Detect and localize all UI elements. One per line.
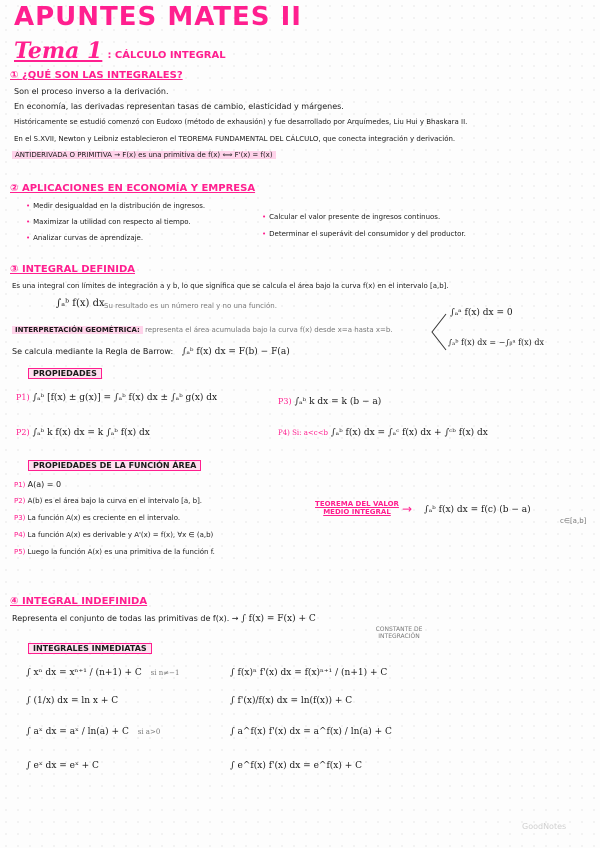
area-p1-tag: P1) [14, 481, 26, 489]
prop-p4 [278, 428, 488, 438]
s2-right-1-text: Calcular el valor presente de ingresos continuos. [269, 213, 441, 221]
s1-line-3: Históricamente se estudió comenzó con Eudoxo (método de exhausión) y fue desarrollado por Arquímedes, Liu Hui y Bhaskara II. [14, 118, 468, 126]
inmediatas-label: INTEGRALES INMEDIATAS [28, 643, 152, 654]
s2-left-1 [26, 202, 205, 210]
s4-def-text: Representa el conjunto de todas las primitivas de f(x). → [12, 614, 239, 623]
s4-def-formula: ∫ f(x) = F(x) + C [241, 614, 316, 624]
prop-p3-formula: ∫ₐᵇ k dx = k (b − a) [294, 397, 382, 407]
prop-p4-formula: ∫ₐᵇ f(x) dx = ∫ₐᶜ f(x) dx + ∫ᶜᵇ f(x) dx [330, 428, 488, 438]
tema-label: Tema 1 [14, 38, 103, 64]
inm-left-3 [26, 727, 160, 737]
arrow-icon: → [402, 502, 413, 516]
area-p3-tag: P3) [14, 514, 26, 522]
tvm-label: TEOREMA DEL VALOR MEDIO INTEGRAL [315, 500, 399, 516]
s2-left-3-text: Analizar curvas de aprendizaje. [33, 234, 144, 242]
page-title: APUNTES MATES II [14, 2, 302, 32]
area-props-label: PROPIEDADES DE LA FUNCIÓN ÁREA [28, 460, 201, 471]
s4-def [12, 614, 316, 624]
inm-right-3: ∫ a^f(x) f'(x) dx = a^f(x) / ln(a) + C [230, 727, 392, 737]
area-p2 [14, 497, 202, 505]
tvm-note: c∈[a,b] [560, 517, 587, 525]
area-p4-tag: P4) [14, 531, 26, 539]
inm-left-1-note: si n≠−1 [150, 669, 180, 677]
inm-right-2: ∫ f'(x)/f(x) dx = ln(f(x)) + C [230, 696, 353, 706]
s2-left-2 [26, 218, 191, 226]
prop-p3-tag: P3) [278, 397, 292, 406]
area-p2-tag: P2) [14, 497, 26, 505]
s3-barrow-formula: ∫ₐᵇ f(x) dx = F(b) − F(a) [181, 347, 290, 357]
brace-top: ∫ₐᵃ f(x) dx = 0 [450, 308, 513, 318]
section-2-heading: ② APLICACIONES EN ECONOMÍA Y EMPRESA [10, 183, 256, 194]
inm-left-3-formula: ∫ aˣ dx = aˣ / ln(a) + C [26, 727, 129, 737]
const-note: CONSTANTE DE INTEGRACIÓN [375, 626, 423, 640]
s3-integral: ∫ₐᵇ f(x) dx [56, 298, 105, 309]
brace-icon [428, 312, 448, 352]
area-p3 [14, 514, 180, 522]
s3-geo-label: INTERPRETACIÓN GEOMÉTRICA: [12, 326, 143, 334]
prop-p1 [16, 393, 217, 403]
area-p3-text: La función A(x) es creciente en el intervalo. [27, 514, 181, 522]
area-p1-text: A(a) = 0 [27, 480, 62, 489]
tema-heading [14, 38, 226, 64]
area-p2-text: A(b) es el área bajo la curva en el intervalo [a, b]. [27, 497, 203, 505]
tema-suffix: : CÁLCULO INTEGRAL [107, 50, 226, 61]
s3-geo-text: representa el área acumulada bajo la curva f(x) desde x=a hasta x=b. [145, 326, 393, 334]
area-p5-text: Luego la función A(x) es una primitiva de la función f. [27, 548, 215, 556]
s2-right-2 [262, 230, 466, 238]
brace-bottom: ∫ₐᵇ f(x) dx = −∫ᵦᵃ f(x) dx [448, 338, 544, 347]
section-1-heading: ① ¿QUÉ SON LAS INTEGRALES? [10, 70, 183, 81]
area-p4 [14, 531, 213, 539]
prop-p3 [278, 397, 381, 407]
s3-result-note: Su resultado es un número real y no una función. [104, 302, 277, 310]
s1-line-2: En economía, las derivadas representan tasas de cambio, elasticidad y márgenes. [14, 102, 344, 111]
area-p5 [14, 548, 215, 556]
inm-left-3-note: si a>0 [137, 728, 161, 736]
prop-p4-tag: P4) Si: a<c<b [278, 429, 329, 437]
s2-right-1 [262, 213, 440, 221]
s2-left-3 [26, 234, 143, 242]
area-p4-text: La función A(x) es derivable y A'(x) = f(x), ∀x ∈ (a,b) [27, 531, 214, 539]
s2-right-2-text: Determinar el superávit del consumidor y del productor. [269, 230, 466, 238]
s1-line-1: Son el proceso inverso a la derivación. [14, 87, 169, 96]
section-3-heading: ③ INTEGRAL DEFINIDA [10, 264, 136, 275]
inm-left-2 [26, 696, 118, 706]
props-label: PROPIEDADES [28, 368, 102, 379]
prop-p2-formula: ∫ₐᵇ k f(x) dx = k ∫ₐᵇ f(x) dx [32, 428, 150, 438]
s3-barrow [12, 347, 290, 357]
inm-left-4-formula: ∫ eˣ dx = eˣ + C [26, 761, 99, 771]
prop-p2-tag: P2) [16, 428, 30, 437]
inm-left-1 [26, 668, 179, 678]
inm-left-4 [26, 761, 99, 771]
prop-p1-formula: ∫ₐᵇ [f(x) ± g(x)] = ∫ₐᵇ f(x) dx ± ∫ₐᵇ g(x) dx [32, 393, 218, 403]
section-4-heading: ④ INTEGRAL INDEFINIDA [10, 596, 148, 607]
inm-right-1: ∫ f(x)ⁿ f'(x) dx = f(x)ⁿ⁺¹ / (n+1) + C [230, 668, 388, 678]
s2-left-2-text: Maximizar la utilidad con respecto al tiempo. [33, 218, 191, 226]
inm-left-2-formula: ∫ (1/x) dx = ln x + C [26, 696, 119, 706]
inm-left-1-formula: ∫ xⁿ dx = xⁿ⁺¹ / (n+1) + C [26, 668, 142, 678]
s3-barrow-label: Se calcula mediante la Regla de Barrow: [12, 347, 174, 356]
area-p1 [14, 480, 61, 489]
s1-antiderivada: ANTIDERIVADA O PRIMITIVA → F(x) es una primitiva de f(x) ⟺ F'(x) = f(x) [12, 151, 276, 159]
tvm-formula: ∫ₐᵇ f(x) dx = f(c) (b − a) [424, 505, 531, 515]
watermark: GoodNotes [522, 822, 567, 831]
inm-right-4: ∫ e^f(x) f'(x) dx = e^f(x) + C [230, 761, 363, 771]
prop-p2 [16, 428, 150, 438]
s1-line-4: En el S.XVII, Newton y Leibniz establecieron el TEOREMA FUNDAMENTAL DEL CÁLCULO, que conecta integración y derivación. [14, 135, 456, 143]
s3-geo [12, 326, 393, 334]
prop-p1-tag: P1) [16, 393, 30, 402]
area-p5-tag: P5) [14, 548, 26, 556]
s2-left-1-text: Medir desigualdad en la distribución de ingresos. [33, 202, 206, 210]
s3-intro: Es una integral con límites de integración a y b, lo que significa que se calcula el área bajo la curva f(x) en el intervalo [a,b]. [12, 282, 449, 290]
